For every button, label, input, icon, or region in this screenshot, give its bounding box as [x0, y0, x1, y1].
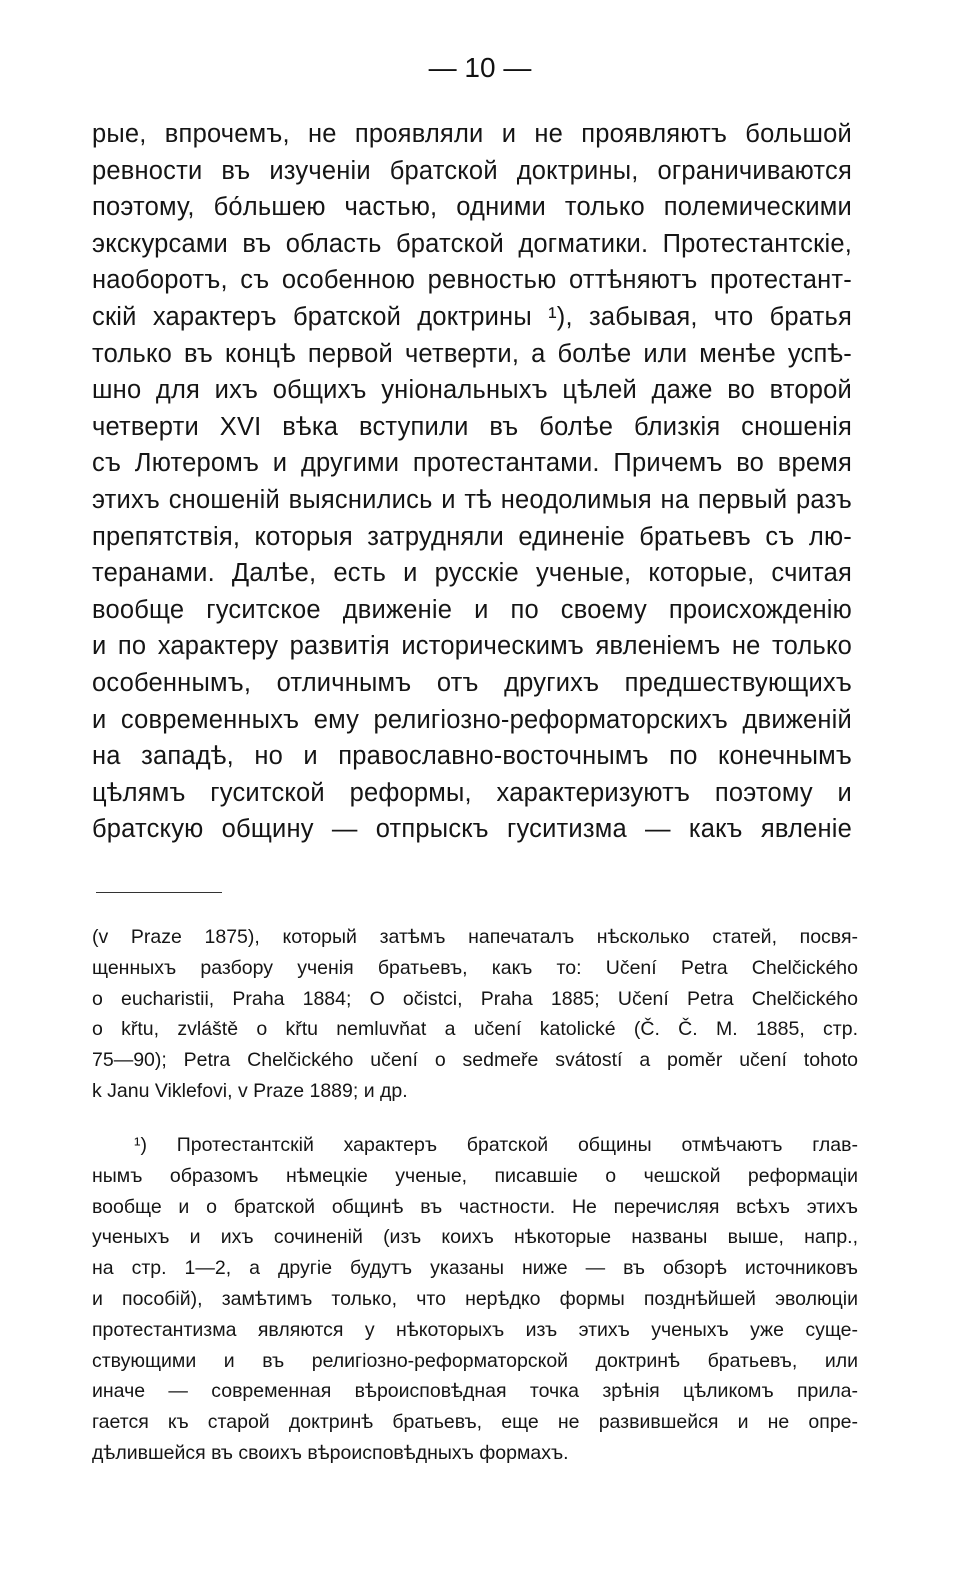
footnote-line: дѣлившейся въ своихъ вѣроисповѣдныхъ формахъ.	[92, 1441, 569, 1464]
footnote-line: на стр. 1—2, а другіе будутъ указаны ниже — въ обзорѣ источниковъ	[92, 1257, 858, 1280]
text-line: шно для ихъ общихъ уніональныхъ цѣлей даже во второй	[92, 376, 852, 405]
text-line: съ Лютеромъ и другими протестантами. Причемъ во время	[92, 449, 852, 478]
text-line: особеннымъ, отличнымъ отъ другихъ предшествующихъ	[92, 668, 852, 697]
text-line: четверти XVI вѣка вступили въ болѣе близкія сношенія	[92, 412, 852, 441]
text-line: скій характеръ братской доктрины ¹), забывая, что братья	[92, 302, 852, 331]
main-text	[92, 116, 852, 848]
text-line: вообще гуситское движеніе и по своему происхожденію	[92, 595, 852, 624]
footnote-1	[92, 1130, 858, 1469]
text-line: цѣлямъ гуситской реформы, характеризуютъ поэтому и	[92, 778, 852, 807]
footnote-line: (v Praze 1875), который затѣмъ напечаталъ нѣсколько статей, посвя-	[92, 926, 858, 948]
footnote-separator	[96, 892, 222, 893]
text-line: ревности въ изученіи братской доктрины, ограничиваются	[92, 156, 852, 185]
text-line: препятствія, которыя затрудняли единеніе братьевъ съ лю-	[92, 522, 852, 551]
text-line: и современныхъ ему религіозно-реформаторскихъ движеній	[92, 705, 852, 734]
footnote-line: протестантизма являются у нѣкоторыхъ изъ этихъ ученыхъ уже суще-	[92, 1318, 858, 1341]
footnote-line: k Janu Viklefovi, v Praze 1889; и др.	[92, 1079, 408, 1102]
text-line: наоборотъ, съ особенною ревностью оттѣняютъ протестант-	[92, 266, 852, 295]
footnote-line: гается къ старой доктринѣ братьевъ, еще не развившейся и не опре-	[92, 1411, 858, 1434]
text-line: и по характеру развитія историческимъ явленіемъ не только	[92, 632, 852, 661]
footnote-line: вообще и о братской общинѣ въ частности. Не перечисляя всѣхъ этихъ	[92, 1195, 858, 1218]
footnote-line: ученыхъ и ихъ сочиненій (изъ коихъ нѣкоторые названы выше, напр.,	[92, 1226, 858, 1249]
footnote-continued	[92, 922, 858, 1107]
text-line: на западѣ, но и православно-восточнымъ по конечнымъ	[92, 742, 852, 771]
text-line: теранами. Далѣе, есть и русскіе ученые, которые, считая	[92, 559, 852, 588]
text-line: рые, впрочемъ, не проявляли и не проявляютъ большой	[92, 120, 852, 148]
text-line: братскую общину — отпрыскъ гуситизма — какъ явленіе	[92, 815, 852, 844]
footnote-line: o křtu, zvláště o křtu nemluvňat a učení katolické (Č. Č. M. 1885, стр.	[92, 1018, 858, 1041]
footnote-line: щенныхъ разбору ученія братьевъ, какъ то: Učení Petra Chelčického	[92, 956, 858, 979]
page-number: — 10 —	[428, 52, 532, 83]
footnote-line: ¹) Протестантскій характеръ братской общины отмѣчаютъ глав-	[134, 1134, 858, 1156]
footnote-line: нымъ образомъ нѣмецкіе ученые, писавшіе о чешской реформаціи	[92, 1164, 858, 1187]
text-line: экскурсами въ область братской догматики. Протестантскіе,	[92, 229, 852, 258]
footnote-line: ствующими и въ религіозно-реформаторской доктринѣ братьевъ, или	[92, 1349, 858, 1372]
text-line: этихъ сношеній выяснились и тѣ неодолимыя на первый разъ	[92, 485, 852, 514]
footnote-line: o eucharistii, Praha 1884; O očistci, Praha 1885; Učení Petra Chelčického	[92, 987, 858, 1010]
text-line: поэтому, бо́льшею частью, одними только полемическими	[92, 193, 852, 222]
footnote-line: иначе — современная вѣроисповѣдная точка зрѣнія цѣликомъ прила-	[92, 1380, 858, 1403]
footnote-line: и пособій), замѣтимъ только, что нерѣдко формы позднѣйшей эволюціи	[92, 1287, 858, 1310]
footnote-line: 75—90); Petra Chelčického učení o sedmeře svátostí a poměr učení tohoto	[92, 1049, 858, 1072]
text-line: только въ концѣ первой четверти, а болѣе или менѣе успѣ-	[92, 339, 852, 368]
